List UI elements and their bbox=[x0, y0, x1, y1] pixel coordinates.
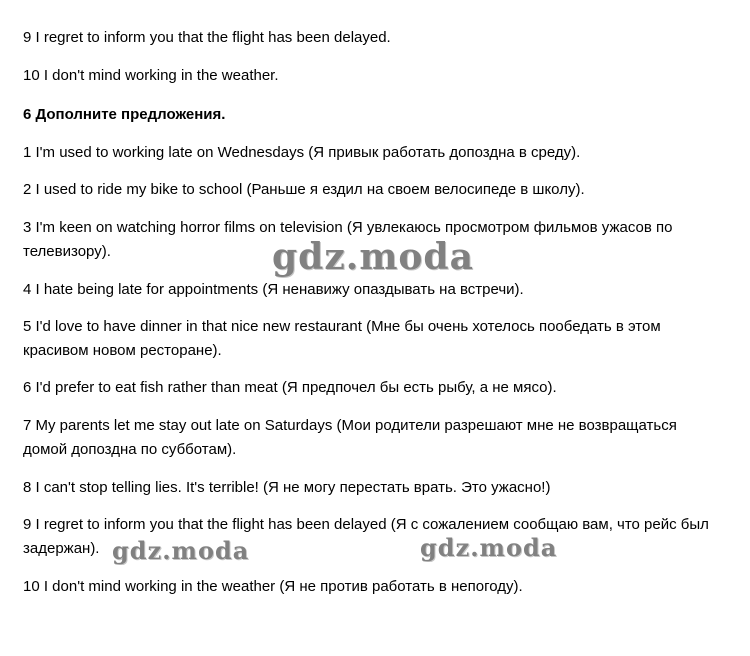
text-line: 7 My parents let me stay out late on Saturdays (Мои родители разрешают мне не возвращаться домой допоздна по субботам). bbox=[23, 417, 677, 458]
text-line: 6 I'd prefer to eat fish rather than meat (Я предпочел бы есть рыбу, а не мясо). bbox=[23, 379, 557, 396]
text-line: 8 I can't stop telling lies. It's terrible! (Я не могу перестать врать. Это ужасно!) bbox=[23, 479, 551, 496]
text-line: 10 I don't mind working in the weather. bbox=[23, 67, 279, 84]
text-line: 9 I regret to inform you that the flight has been delayed. bbox=[23, 29, 391, 46]
section-heading: 6 Дополните предложения. bbox=[23, 106, 226, 123]
text-line: 2 I used to ride my bike to school (Раньше я ездил на своем велосипеде в школу). bbox=[23, 181, 585, 198]
watermark: gdz.moda bbox=[112, 536, 250, 565]
text-line: 4 I hate being late for appointments (Я ненавижу опаздывать на встречи). bbox=[23, 281, 524, 298]
text-line: 1 I'm used to working late on Wednesdays (Я привык работать допоздна в среду). bbox=[23, 144, 581, 161]
text-line: 3 I'm keen on watching horror films on television (Я увлекаюсь просмотром фильмов ужасов по телевизору). bbox=[23, 219, 673, 260]
text-line: 9 I regret to inform you that the flight has been delayed (Я с сожалением сообщаю вам, что рейс был задержан). bbox=[23, 516, 709, 557]
text-line: 10 I don't mind working in the weather (Я не против работать в непогоду). bbox=[23, 578, 523, 595]
text-line: 5 I'd love to have dinner in that nice new restaurant (Мне бы очень хотелось пообедать в этом красивом новом ресторане). bbox=[23, 318, 661, 359]
watermark: gdz.moda bbox=[272, 236, 474, 278]
watermark: gdz.moda bbox=[420, 533, 558, 562]
